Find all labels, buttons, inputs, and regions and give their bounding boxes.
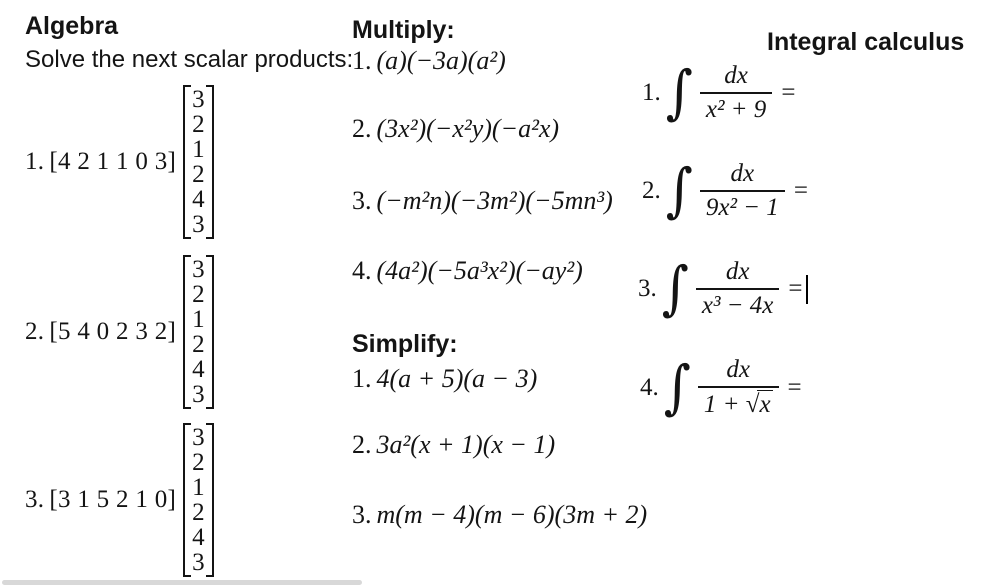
problem-number: 3. <box>352 500 372 529</box>
row-vector: [4 2 1 1 0 3] <box>49 148 177 175</box>
integral-problem-2 <box>642 157 808 225</box>
fraction-numerator: dx <box>730 160 755 187</box>
denominator-text: x³ − 4x <box>701 292 774 319</box>
fraction <box>696 258 780 320</box>
fraction-denominator <box>700 92 772 124</box>
column-vector <box>183 255 214 409</box>
fraction <box>700 160 785 222</box>
horizontal-scrollbar[interactable] <box>2 580 362 585</box>
math-expression: (a)(−3a)(a²) <box>376 46 506 75</box>
vector-cell: 3 <box>192 424 205 451</box>
text-cursor <box>806 275 808 304</box>
multiply-problem-4 <box>352 256 583 286</box>
row-vector-label <box>25 148 176 176</box>
integral-sign-icon: ∫ <box>663 353 691 422</box>
integral-section-title: Integral calculus <box>767 28 965 56</box>
vector-cell: 2 <box>192 449 205 476</box>
math-expression: (−m²n)(−3m²)(−5mn³) <box>376 186 613 215</box>
vector-cell: 3 <box>192 549 205 576</box>
scalar-product-problem-1 <box>25 85 214 239</box>
vector-cell: 1 <box>192 474 205 501</box>
scalar-product-problem-2 <box>25 255 214 409</box>
problem-number: 2. <box>352 114 372 143</box>
simplify-problem-2 <box>352 430 555 460</box>
fraction-numerator: dx <box>725 258 750 285</box>
simplify-problem-3 <box>352 500 647 530</box>
vector-cell: 3 <box>192 256 205 283</box>
problem-number: 1. <box>25 148 45 175</box>
math-expression: m(m − 4)(m − 6)(3m + 2) <box>376 500 648 529</box>
vector-cell: 1 <box>192 136 205 163</box>
problem-number: 2. <box>25 318 45 345</box>
vector-cell: 1 <box>192 306 205 333</box>
vector-cell: 4 <box>192 186 205 213</box>
math-expression: 3a²(x + 1)(x − 1) <box>376 430 556 459</box>
multiply-problem-3 <box>352 186 613 216</box>
problem-number: 1. <box>352 46 372 75</box>
equals-sign: = <box>788 275 803 302</box>
problem-number: 4. <box>640 373 659 401</box>
fraction <box>700 62 772 124</box>
problem-number: 4. <box>352 256 372 285</box>
row-vector: [3 1 5 2 1 0] <box>49 486 177 513</box>
vector-cell: 3 <box>192 86 205 113</box>
column-vector <box>183 85 214 239</box>
problem-number: 1. <box>352 364 372 393</box>
integral-sign-icon: ∫ <box>665 59 693 127</box>
integral-sign-icon: ∫ <box>661 255 689 323</box>
vector-cell: 3 <box>192 211 205 238</box>
problem-number: 3. <box>25 486 45 513</box>
simplify-section-title: Simplify: <box>352 330 458 358</box>
problem-number: 2. <box>352 430 372 459</box>
problem-number: 1. <box>642 79 661 106</box>
fraction <box>698 356 779 419</box>
radical-argument: x <box>759 391 771 418</box>
row-vector: [5 4 0 2 3 2] <box>49 318 177 345</box>
integral-problem-3 <box>638 255 808 323</box>
equals-sign: = <box>793 177 808 204</box>
multiply-section-title: Multiply: <box>352 16 455 44</box>
math-expression: (3x²)(−x²y)(−a²x) <box>376 114 560 143</box>
vector-cell: 2 <box>192 499 205 526</box>
vector-cell: 2 <box>192 331 205 358</box>
equals-sign: = <box>787 373 802 401</box>
equals-sign: = <box>781 79 796 106</box>
fraction-numerator: dx <box>726 356 750 383</box>
row-vector-label <box>25 486 176 514</box>
integral-problem-1 <box>642 59 796 127</box>
vector-cell: 2 <box>192 281 205 308</box>
denominator-text: x² + 9 <box>705 96 767 123</box>
column-vector <box>183 423 214 577</box>
fraction-denominator <box>700 190 785 222</box>
algebra-instructions: Solve the next scalar products: <box>25 46 354 73</box>
fraction-denominator <box>698 386 779 419</box>
vector-cell: 4 <box>192 356 205 383</box>
multiply-problem-1 <box>352 46 506 76</box>
simplify-problem-1 <box>352 364 537 394</box>
algebra-section-title: Algebra <box>25 12 119 40</box>
vector-cell: 2 <box>192 111 205 138</box>
math-expression: 4(a + 5)(a − 3) <box>376 364 538 393</box>
problem-number: 3. <box>638 275 657 302</box>
integral-problem-4 <box>640 353 802 422</box>
problem-number: 2. <box>642 177 661 204</box>
fraction-denominator <box>696 288 780 320</box>
vector-cell: 3 <box>192 381 205 408</box>
denominator-text: 1 + √ <box>703 391 760 418</box>
denominator-text: 9x² − 1 <box>705 194 779 221</box>
row-vector-label <box>25 318 176 346</box>
vector-cell: 4 <box>192 524 205 551</box>
problem-number: 3. <box>352 186 372 215</box>
multiply-problem-2 <box>352 114 559 144</box>
math-expression: (4a²)(−5a³x²)(−ay²) <box>376 256 583 285</box>
scalar-product-problem-3 <box>25 423 214 577</box>
integral-sign-icon: ∫ <box>665 157 693 225</box>
fraction-numerator: dx <box>724 62 748 89</box>
vector-cell: 2 <box>192 161 205 188</box>
